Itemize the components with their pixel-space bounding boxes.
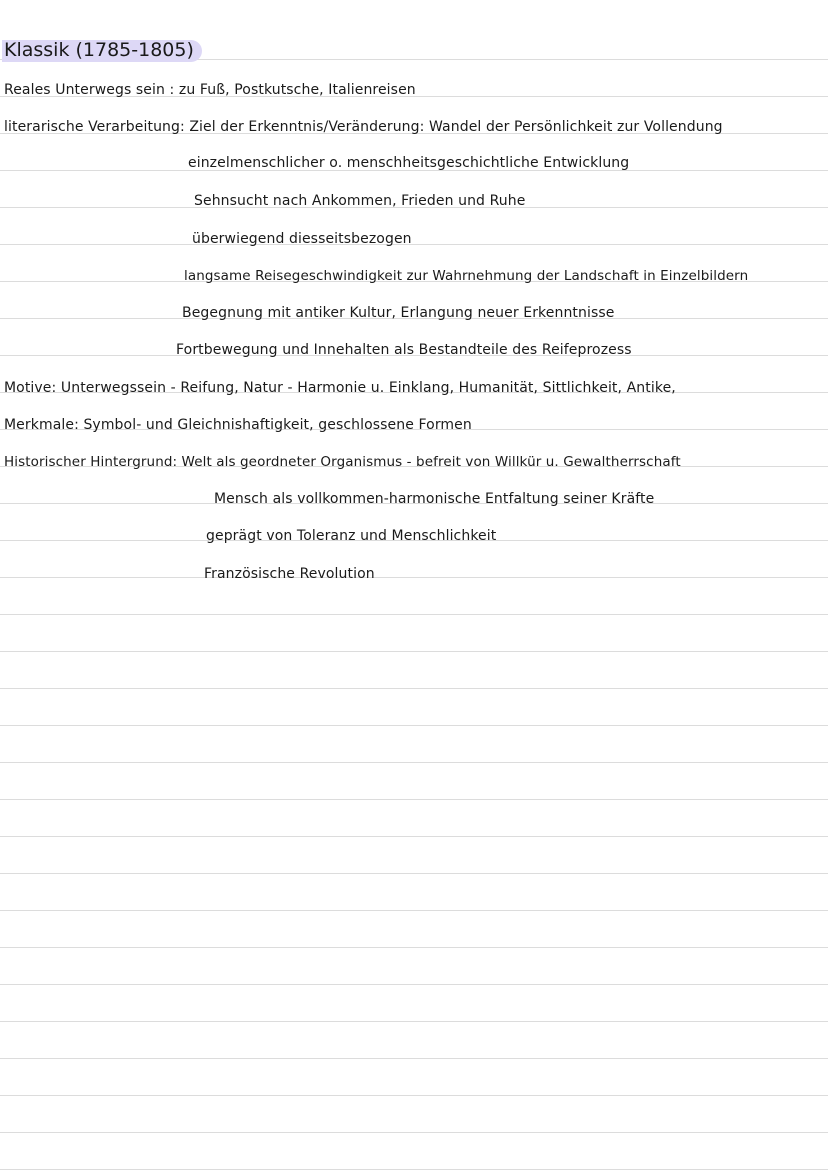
note-line-merkmale: Merkmale: Symbol- und Gleichnishaftigkeit, geschlossene Formen: [4, 417, 472, 433]
title-text: Klassik (1785-1805): [4, 39, 194, 61]
note-line-motive: Motive: Unterwegssein - Reifung, Natur - Harmonie u. Einklang, Humanität, Sittlichkeit, Antike,: [4, 380, 676, 396]
note-line-sehnsucht: Sehnsucht nach Ankommen, Frieden und Ruhe: [194, 193, 526, 209]
note-line-reisegeschwindigkeit: langsame Reisegeschwindigkeit zur Wahrnehmung der Landschaft in Einzelbildern: [184, 268, 749, 284]
page-title: [2, 36, 194, 64]
note-line-historischer-hintergrund: Historischer Hintergrund: Welt als geordneter Organismus - befreit von Willkür u. Gewaltherrschaft: [4, 454, 681, 470]
note-line-begegnung: Begegnung mit antiker Kultur, Erlangung neuer Erkenntnisse: [182, 305, 615, 321]
note-line-reales: Reales Unterwegs sein : zu Fuß, Postkutsche, Italienreisen: [4, 82, 416, 98]
note-line-entwicklung: einzelmenschlicher o. menschheitsgeschichtliche Entwicklung: [188, 155, 630, 171]
note-line-diesseits: überwiegend diesseitsbezogen: [192, 231, 412, 247]
note-line-fortbewegung: Fortbewegung und Innehalten als Bestandteile des Reifeprozess: [176, 342, 632, 358]
note-line-toleranz: geprägt von Toleranz und Menschlichkeit: [206, 528, 497, 544]
note-line-revolution: Französische Revolution: [204, 566, 375, 582]
note-line-literarische: literarische Verarbeitung: Ziel der Erkenntnis/Veränderung: Wandel der Persönlichkeit zur Vollendung: [4, 119, 723, 135]
note-line-mensch: Mensch als vollkommen-harmonische Entfaltung seiner Kräfte: [214, 491, 655, 507]
